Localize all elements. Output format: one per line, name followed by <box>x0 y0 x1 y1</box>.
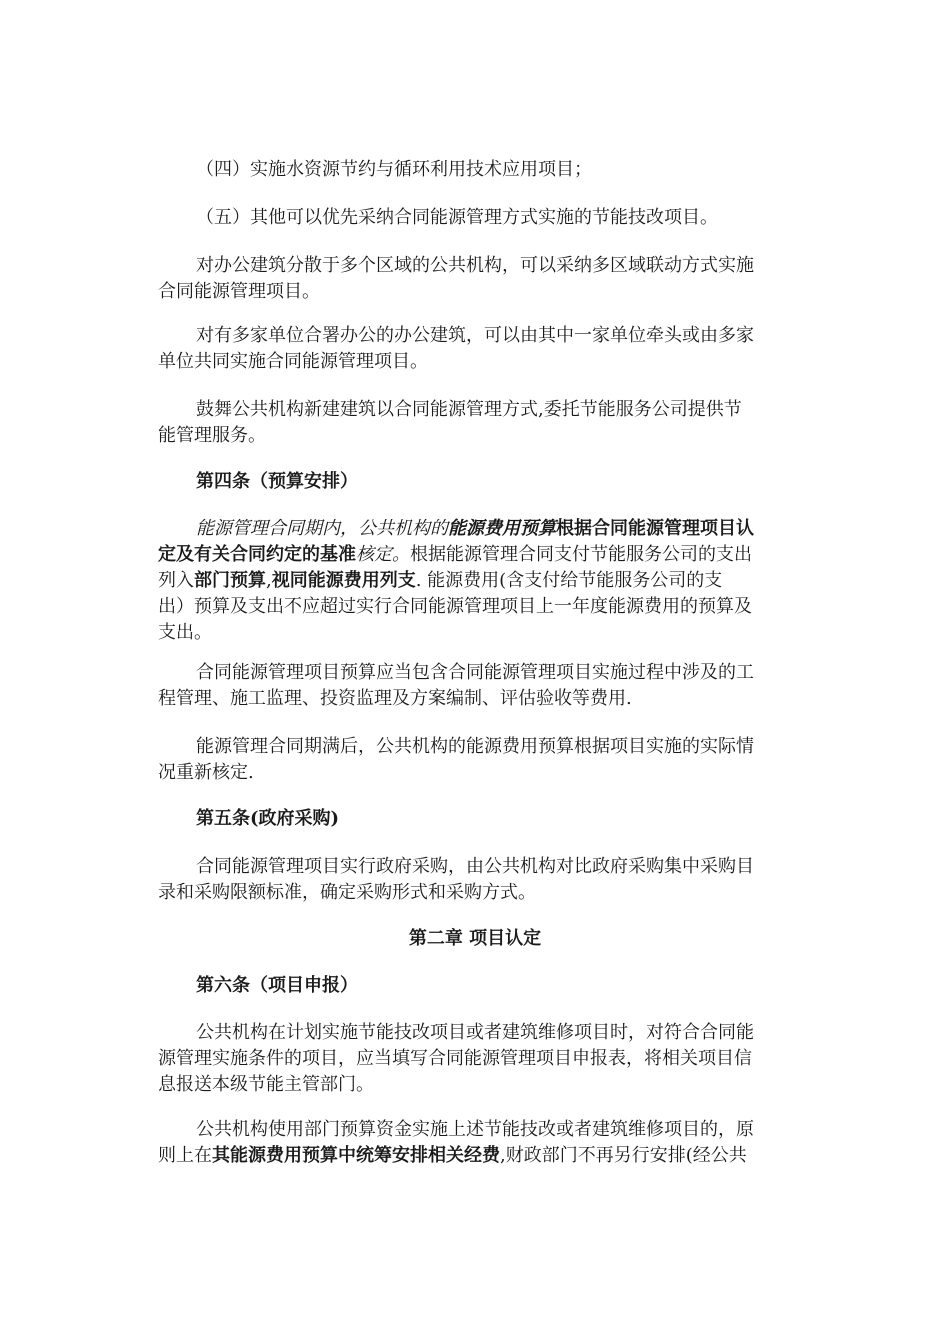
plain-text: 列入 <box>158 570 194 591</box>
text-line: 对有多家单位合署办公的办公建筑，可以由其中一家单位牵头或由多家 <box>196 325 754 346</box>
article-6-paragraph-2 <box>158 1117 792 1169</box>
bold-text: 其能源费用预算中统筹安排相关经费 <box>212 1145 500 1166</box>
text-line: 况重新核定. <box>158 762 254 783</box>
text-line: 息报送本级节能主管部门。 <box>158 1074 374 1095</box>
text-line: 合同能源管理项目实行政府采购，由公共机构对比政府采购集中采购目 <box>196 856 754 877</box>
text-line: （五）其他可以优先采纳合同能源管理方式实施的节能技改项目。 <box>196 207 718 228</box>
text-line <box>158 516 792 542</box>
chapter-heading: 第二章 项目认定 <box>408 928 542 949</box>
paragraph-joint-office <box>158 323 792 375</box>
text-line: 单位共同实施合同能源管理项目。 <box>158 351 428 372</box>
bold-text: 部门预算 <box>194 570 266 591</box>
text-line: 对办公建筑分散于多个区域的公共机构，可以采纳多区域联动方式实施 <box>196 255 754 276</box>
text-line: 合同能源管理项目。 <box>158 281 320 302</box>
text-line: 出）预算及支出不应超过实行合同能源管理项目上一年度能源费用的预算及 <box>158 596 752 617</box>
paragraph-multi-region <box>158 253 792 305</box>
plain-text: 则上在 <box>158 1145 212 1166</box>
article-5-paragraph-1 <box>158 854 792 906</box>
plain-text: 根据能源管理合同支付节能服务公司的支出 <box>410 544 752 565</box>
italic-text: 核定。 <box>356 544 410 565</box>
text-line: （四）实施水资源节约与循环利用技术应用项目； <box>196 159 592 180</box>
article-5-heading: 第五条(政府采购) <box>196 808 340 829</box>
list-item-4 <box>158 157 830 183</box>
text-line: 公共机构使用部门预算资金实施上述节能技改或者建筑维修项目的，原 <box>196 1119 754 1140</box>
text-line <box>158 542 792 568</box>
article-6-paragraph-1 <box>158 1020 792 1098</box>
list-item-5 <box>158 205 830 231</box>
italic-text: 能源管理合同期内，公共机构的 <box>196 518 448 539</box>
bold-italic-text: 能源费用预算 <box>448 518 556 539</box>
text-line: 源管理实施条件的项目，应当填写合同能源管理项目申报表，将相关项目信 <box>158 1048 752 1069</box>
text-line: 公共机构在计划实施节能技改项目或者建筑维修项目时，对符合合同能 <box>196 1022 754 1043</box>
text-line: 程管理、施工监理、投资监理及方案编制、评估验收等费用. <box>158 688 632 709</box>
bold-text: 视同能源费用列支 <box>271 570 416 591</box>
article-6-heading: 第六条（项目申报） <box>196 975 358 996</box>
text-line: 合同能源管理项目预算应当包含合同能源管理项目实施过程中涉及的工 <box>196 662 754 683</box>
article-4-paragraph-3 <box>158 734 792 786</box>
plain-text: ,财政部门不再另行安排(经公共 <box>500 1145 747 1166</box>
text-line: 能管理服务。 <box>158 425 266 446</box>
text-line: 鼓舞公共机构新建建筑以合同能源管理方式,委托节能服务公司提供节 <box>196 399 742 420</box>
article-4-paragraph-2 <box>158 660 792 712</box>
text-line <box>158 1143 792 1169</box>
bold-text: 定及有关合同约定的基准 <box>158 544 356 565</box>
text-line: 支出。 <box>158 622 212 643</box>
plain-text: , <box>266 570 272 591</box>
article-4-heading: 第四条（预算安排） <box>196 471 358 492</box>
text-line: 能源管理合同期满后，公共机构的能源费用预算根据项目实施的实际情 <box>196 736 754 757</box>
bold-text: 根据合同能源管理项目认 <box>556 518 754 539</box>
article-4-paragraph-1 <box>158 516 792 646</box>
text-line <box>158 568 792 594</box>
paragraph-new-build <box>158 397 792 449</box>
text-line: 录和采购限额标准，确定采购形式和采购方式。 <box>158 882 536 903</box>
plain-text: . 能源费用(含支付给节能服务公司的支 <box>415 570 723 591</box>
